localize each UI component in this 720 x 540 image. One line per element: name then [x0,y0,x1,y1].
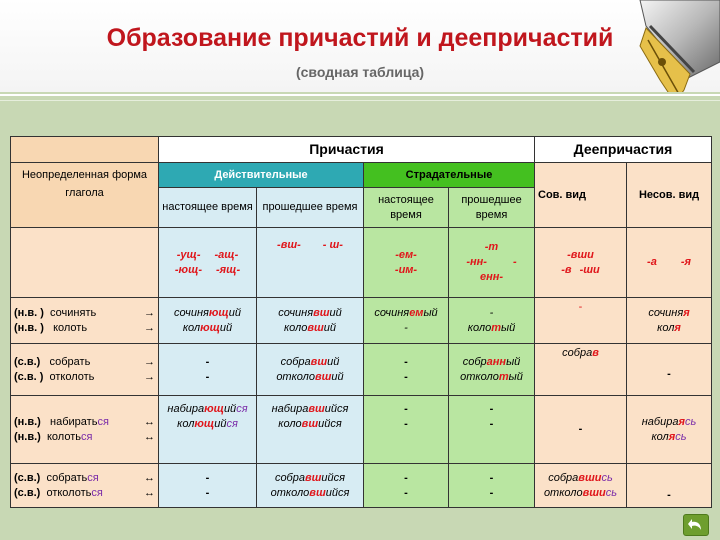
suffix: -ем- [395,248,417,261]
suffix: -им- [394,263,418,276]
return-button[interactable] [683,514,709,536]
verb-line [14,486,155,501]
word-suffix: ющ [194,417,215,430]
word-stem: отколо [276,370,315,383]
word-suffix: вш [308,403,325,415]
band-divider [0,94,720,96]
imperf-cell [627,396,712,464]
word-stem: набира [167,403,205,415]
imperf-cell: - [627,464,712,508]
dash: - [205,471,210,484]
suffix: - ш- [322,239,343,251]
word-stem: отколо [460,370,499,383]
active-header: Действительные [159,163,364,188]
perf-cell: - [535,396,627,464]
act-present-suffixes [159,228,257,298]
verb-cell [11,344,159,396]
word-suffix: вш [304,471,322,484]
suffix: -я [680,256,691,269]
word-stem: сочиня [174,306,209,319]
imperf-header: Несов. вид [627,163,712,228]
suffix: -ащ- [214,248,239,261]
pas-present-cell [364,396,449,464]
suffix: -а [647,256,657,269]
double-arrow-icon: ↔ [144,471,155,484]
infinitive-header: Неопределенная форма глагола [11,163,159,228]
pas-present-cell [364,464,449,508]
dash: - [404,471,408,484]
suffix: -ши [579,263,600,276]
verb-cell [11,298,159,344]
word-ending: ый [506,355,521,368]
word-suffix: я [683,306,690,319]
dash: - [404,403,408,415]
word-suffix: вши [578,471,602,484]
verb-text: собрать [49,355,91,368]
suffix: -ящ- [216,263,241,276]
pas-present-suffixes [364,228,449,298]
word-suffix: я [674,321,681,334]
right-arrow-icon: → [144,370,155,383]
suffix: -вши [567,248,594,261]
dash: - [404,355,408,368]
suffix: енн- [479,270,504,283]
suffix: -нн- [466,256,487,269]
suffix: -вш- [277,239,301,251]
word-ending: ий [329,306,342,319]
dash: - [489,471,494,484]
corner-cell [11,137,159,163]
aspect-label: (н.в. ) [14,321,44,334]
word-suffix: ющ [200,321,220,334]
pas-past-header: прошедшее время [449,188,535,228]
word-suffix: анн [486,355,507,368]
word-suffix: ем [409,306,424,319]
verb-line [14,321,155,336]
aspect-label: (с.в.) [14,355,41,368]
pas-present-header: настоящее время [364,188,449,228]
gerunds-header: Деепричастия [535,137,712,163]
word-stem: кол [657,321,675,334]
word-suffix: вши [582,486,606,499]
word-stem: коло [278,417,302,430]
aspect-label: (н.в.) [14,415,41,428]
word-stem: собра [274,471,305,484]
aspect-label: (с.в.) [14,486,41,499]
page-title: Образование причастий и деепричастий [106,24,614,52]
verb-line [14,370,155,385]
word-stem: собра [280,355,311,368]
perf-suffixes [535,228,627,298]
word-postfix: сь [684,415,697,428]
word-ending: ий [323,321,337,334]
dash: - [404,370,408,383]
word-ending: ый [508,370,523,383]
verb-text: собрать [46,471,88,484]
right-arrow-icon: → [144,306,155,319]
pas-past-cell [449,464,535,508]
word-postfix: ся [226,417,238,430]
word-ending: ийся [325,486,350,499]
verb-postfix: ся [97,415,109,428]
word-stem: отколо [543,486,583,499]
word-suffix: вш [310,355,328,368]
imperf-cell [627,298,712,344]
verb-postfix: ся [80,430,93,443]
word-ending: ий [327,355,340,368]
act-past-header: прошедшее время [257,188,364,228]
verb-postfix: ся [87,471,99,484]
act-past-cell [257,396,364,464]
word-ending: ый [423,306,438,319]
verb-text: отколоть [49,370,95,383]
word-stem: отколо [270,486,310,499]
word-suffix: т [491,321,501,334]
pas-past-suffixes [449,228,535,298]
verb-text: колоть [53,321,88,334]
word-suffix: я [678,415,685,428]
verb-line [14,306,155,321]
dash: - [489,417,494,430]
word-suffix: ющ [204,403,224,415]
summary-table [10,136,712,508]
word-stem: коло [467,321,492,334]
word-ending: ий [219,321,233,334]
act-past-cell [257,298,364,344]
right-arrow-icon: → [144,355,155,368]
verb-text: колоть [46,430,81,443]
dash: - [404,417,408,430]
act-present-cell [159,396,257,464]
aspect-label: (с.в.) [14,471,41,484]
verb-postfix: ся [91,486,103,499]
word-suffix: вш [307,321,324,334]
verb-text: набирать [50,415,98,428]
act-present-cell [159,464,257,508]
suffix: - [512,256,517,269]
word-suffix: в [592,347,599,359]
suffix: -ющ- [174,263,203,276]
word-stem: собра [562,347,593,359]
double-arrow-icon: ↔ [144,415,155,428]
word-ending: ый [500,321,516,334]
suffix: -ущ- [176,248,201,261]
verb-cell [11,396,159,464]
double-arrow-icon: ↔ [144,486,155,499]
word-stem: коло [283,321,308,334]
word-ending: ийся [324,403,349,415]
word-stem: сочиня [278,306,314,319]
dash: - [404,321,408,334]
word-suffix: я [668,430,676,443]
dash: - [489,306,494,319]
dash: - [205,355,210,368]
word-stem: кол [177,417,195,430]
word-ending: ий [223,403,237,415]
perf-cell [535,464,627,508]
word-suffix: вш [301,417,319,430]
perf-header: Сов. вид [535,163,627,228]
word-stem: набира [641,415,679,428]
word-stem: собр [462,355,487,368]
suffix: -т [484,241,499,254]
perf-cell [535,344,627,396]
pas-past-cell [449,298,535,344]
word-ending: ийся [321,471,346,484]
page-subtitle: (сводная таблица) [295,64,425,80]
word-suffix: ющ [208,306,229,319]
word-suffix: вш [309,486,326,499]
pas-past-cell [449,396,535,464]
word-ending: ий [228,306,241,319]
word-suffix: вш [313,306,330,319]
word-suffix: т [498,370,509,383]
word-postfix: ся [236,403,248,415]
verb-text: отколоть [46,486,92,499]
verb-line [14,415,155,430]
word-ending: ийся [318,417,342,430]
act-past-cell [257,464,364,508]
right-arrow-icon: → [144,321,155,334]
word-stem: кол [182,321,201,334]
word-postfix: сь [601,471,613,484]
verb-cell [11,464,159,508]
act-past-suffixes [257,228,364,298]
perf-cell: - [535,298,627,344]
word-stem: набира [271,403,309,415]
pas-past-cell [449,344,535,396]
dash: - [404,486,408,499]
verb-line [14,430,155,445]
word-postfix: сь [605,486,618,499]
suffix: -в [561,263,572,276]
act-past-cell [257,344,364,396]
dash: - [205,486,210,499]
aspect-label: (с.в. ) [14,370,44,383]
verb-text: сочинять [50,306,97,319]
word-ending: ий [331,370,344,383]
imperf-suffixes [627,228,712,298]
word-stem: сочиня [374,306,410,319]
participles-header: Причастия [159,137,535,163]
pas-present-cell [364,298,449,344]
double-arrow-icon: ↔ [144,430,155,443]
word-stem: кол [651,430,669,443]
word-stem: сочиня [648,306,684,319]
dash: - [205,370,210,383]
passive-header: Страдательные [364,163,535,188]
word-ending: ий [214,417,227,430]
word-stem: собра [548,471,579,484]
aspect-label: (н.в. ) [14,306,44,319]
return-arrow-icon [687,517,705,533]
act-present-header: настоящее время [159,188,257,228]
word-postfix: сь [675,430,687,443]
pas-present-cell [364,344,449,396]
act-present-cell [159,344,257,396]
dash: - [489,403,494,415]
verb-line [14,471,155,486]
act-present-cell [159,298,257,344]
aspect-label: (н.в.) [14,430,41,443]
word-suffix: вш [314,370,332,383]
verb-line [14,355,155,370]
dash: - [489,486,494,499]
suffix-row-label [11,228,159,298]
band-divider-thin [0,100,720,101]
imperf-cell: - [627,344,712,396]
